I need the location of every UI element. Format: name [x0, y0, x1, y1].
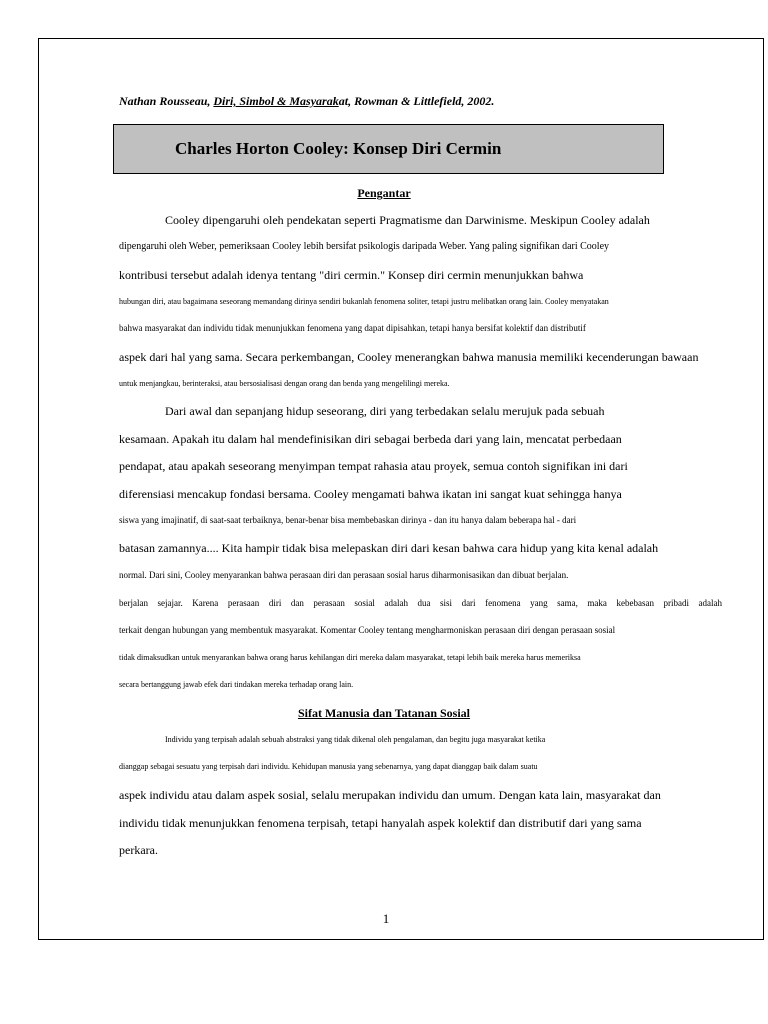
- paragraph-line: dipengaruhi oleh Weber, pemeriksaan Cooley lebih bersifat psikologis daripada Weber. Yang paling signifikan dari Cooley: [119, 241, 610, 252]
- paragraph-line: batasan zamannya.... Kita hampir tidak bisa melepaskan diri dari kesan bahwa cara hidup yang kita kenal adalah: [119, 541, 659, 555]
- paragraph-line: Individu yang terpisah adalah sebuah abstraksi yang tidak dikenal oleh pengalaman, dan begitu juga masyarakat ketika: [165, 735, 546, 744]
- paragraph-line: pendapat, atau apakah seseorang menyimpan tempat rahasia atau proyek, semua contoh signifikan ini dari: [119, 459, 628, 473]
- paragraph-line: diferensiasi mencakup fondasi bersama. Cooley mengamati bahwa ikatan ini sangat kuat sehingga hanya: [119, 487, 622, 501]
- paragraph-line: kontribusi tersebut adalah idenya tentang "diri cermin." Konsep diri cermin menunjukkan bahwa: [119, 268, 584, 282]
- citation-book-title: Diri, Simbol & Masyarak: [213, 94, 339, 108]
- citation-publisher: at, Rowman & Littlefield, 2002.: [338, 94, 495, 108]
- paragraph-line: aspek individu atau dalam aspek sosial, selalu merupakan individu dan umum. Dengan kata lain, masyarakat dan: [119, 788, 661, 802]
- paragraph-line: dianggap sebagai sesuatu yang terpisah dari individu. Kehidupan manusia yang sebenarnya, yang dapat dianggap baik dalam suatu: [119, 762, 538, 771]
- title-box: [113, 124, 664, 174]
- citation-author: Nathan Rousseau,: [119, 94, 214, 108]
- paragraph-line: Dari awal dan sepanjang hidup seseorang, diri yang terbedakan selalu merujuk pada sebuah: [165, 404, 605, 418]
- paragraph-line: Cooley dipengaruhi oleh pendekatan seperti Pragmatisme dan Darwinisme. Meskipun Cooley adalah: [165, 213, 650, 227]
- paragraph-line: terkait dengan hubungan yang membentuk masyarakat. Komentar Cooley tentang mengharmoniskan perasaan diri dengan perasaan sosial: [119, 625, 616, 635]
- paragraph-line: perkara.: [119, 843, 158, 857]
- paragraph-line: bahwa masyarakat dan individu tidak menunjukkan fenomena yang dapat dipisahkan, tetapi hanya bersifat kolektif dan distributif: [119, 323, 586, 333]
- paragraph-line: siswa yang imajinatif, di saat-saat terbaiknya, benar-benar bisa membebaskan dirinya - dan itu hanya dalam beberapa hal - dari: [119, 515, 577, 525]
- paragraph-line: normal. Dari sini, Cooley menyarankan bahwa perasaan diri dan perasaan sosial harus diharmonisasikan dan dibuat berjalan.: [119, 570, 569, 580]
- paragraph-line: kesamaan. Apakah itu dalam hal mendefinisikan diri sebagai berbeda dari yang lain, mencatat perbedaan: [119, 432, 622, 446]
- document-title: Charles Horton Cooley: Konsep Diri Cermin: [175, 139, 502, 158]
- paragraph-line: tidak dimaksudkan untuk menyarankan bahwa orang harus kehilangan diri mereka dalam masyarakat, tetapi lebih baik mereka harus memeriksa: [119, 653, 581, 662]
- paragraph-line: aspek dari hal yang sama. Secara perkembangan, Cooley menerangkan bahwa manusia memiliki kecenderungan bawaan: [119, 350, 699, 364]
- page-number: 1: [382, 911, 390, 926]
- section-heading-sifat-manusia: Sifat Manusia dan Tatanan Sosial: [297, 706, 471, 720]
- paragraph-line: hubungan diri, atau bagaimana seseorang memandang dirinya sendiri bukanlah fenomena soliter, tetapi justru melibatkan orang lain. Cooley menyatakan: [119, 297, 609, 306]
- paragraph-line: untuk menjangkau, berinteraksi, atau bersosialisasi dengan orang dan benda yang mengelilingi mereka.: [119, 379, 450, 388]
- paragraph-line: secara bertanggung jawab efek dari tindakan mereka terhadap orang lain.: [119, 680, 354, 689]
- paragraph-line: berjalan sejajar. Karena perasaan diri dan perasaan sosial adalah dua sisi dari fenomena yang sama, maka kebebasan pribadi adalah: [119, 598, 722, 608]
- section-heading-pengantar: Pengantar: [357, 186, 411, 200]
- paragraph-line: individu tidak menunjukkan fenomena terpisah, tetapi hanyalah aspek kolektif dan distributif dari yang sama: [119, 816, 642, 830]
- citation: [119, 94, 494, 109]
